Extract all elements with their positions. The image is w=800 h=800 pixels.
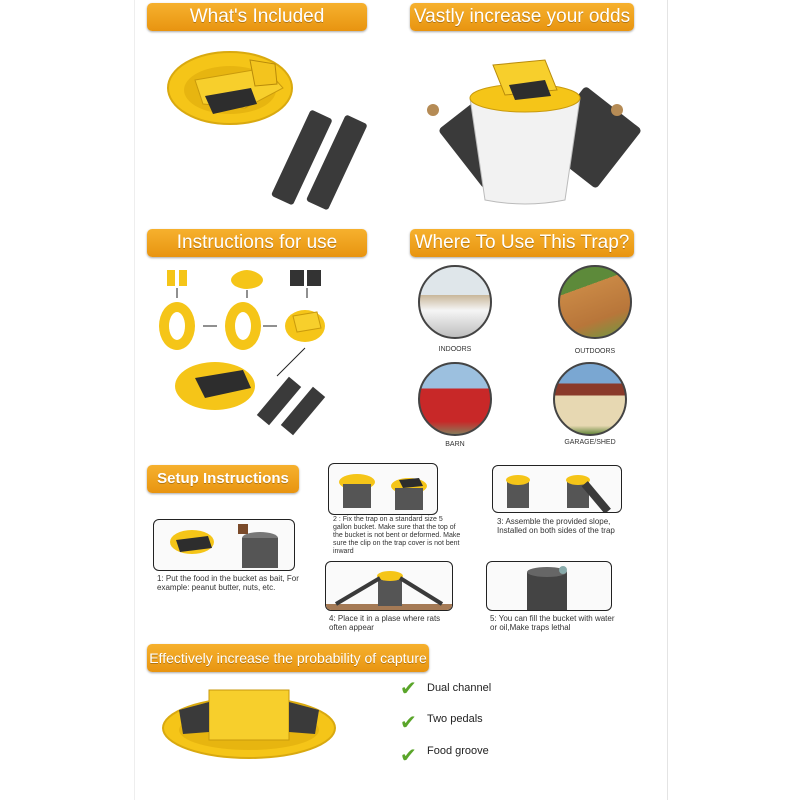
step-5-image [486, 561, 612, 611]
step-2-text: 2 : Fix the trap on a standard size 5 gallon bucket. Make sure that the top of the bucket is not bent or deformed. Make sure the clip on the trap cover is not bent inward [333, 516, 461, 555]
feature-food-groove: Food groove [427, 745, 489, 757]
feature-two-pedals: Two pedals [427, 713, 483, 725]
header-whats-included: What's Included [147, 3, 367, 31]
step-3-text: 3: Assemble the provided slope, Installed on both sides of the trap [497, 517, 615, 535]
location-label-outdoors: OUTDOORS [574, 348, 616, 355]
barn-image [418, 362, 492, 436]
product-page [134, 0, 668, 800]
location-label-garage: GARAGE/SHED [564, 439, 616, 446]
step-1-image [153, 519, 295, 571]
indoors-image [418, 265, 492, 339]
outdoors-image [558, 265, 632, 339]
step-5-text: 5: You can fill the bucket with water or oil,Make traps lethal [490, 614, 615, 632]
check-icon: ✔ [400, 745, 417, 767]
location-label-indoors: INDOORS [438, 346, 472, 353]
check-icon: ✔ [400, 712, 417, 734]
step-4-image [325, 561, 453, 611]
header-capture: Effectively increase the probability of capture [147, 644, 429, 672]
header-instructions: Instructions for use [147, 229, 367, 257]
step-4-text: 4: Place it in a plase where rats often appear [329, 614, 441, 632]
step-1-text: 1: Put the food in the bucket as bait, For example: peanut butter, nuts, etc. [157, 574, 299, 592]
garage-shed-image [553, 362, 627, 436]
assembly-diagram [155, 266, 375, 436]
header-increase-odds: Vastly increase your odds [410, 3, 634, 31]
check-icon: ✔ [400, 678, 417, 700]
step-2-image [328, 463, 438, 515]
header-setup: Setup Instructions [147, 465, 299, 493]
bucket-setup-image [405, 40, 645, 210]
feature-dual-channel: Dual channel [427, 682, 492, 694]
location-label-barn: BARN [445, 441, 465, 448]
step-3-image [492, 465, 622, 513]
header-where-to-use: Where To Use This Trap? [410, 229, 634, 257]
trap-top-view-image [159, 688, 339, 760]
trap-kit-image [155, 40, 385, 210]
